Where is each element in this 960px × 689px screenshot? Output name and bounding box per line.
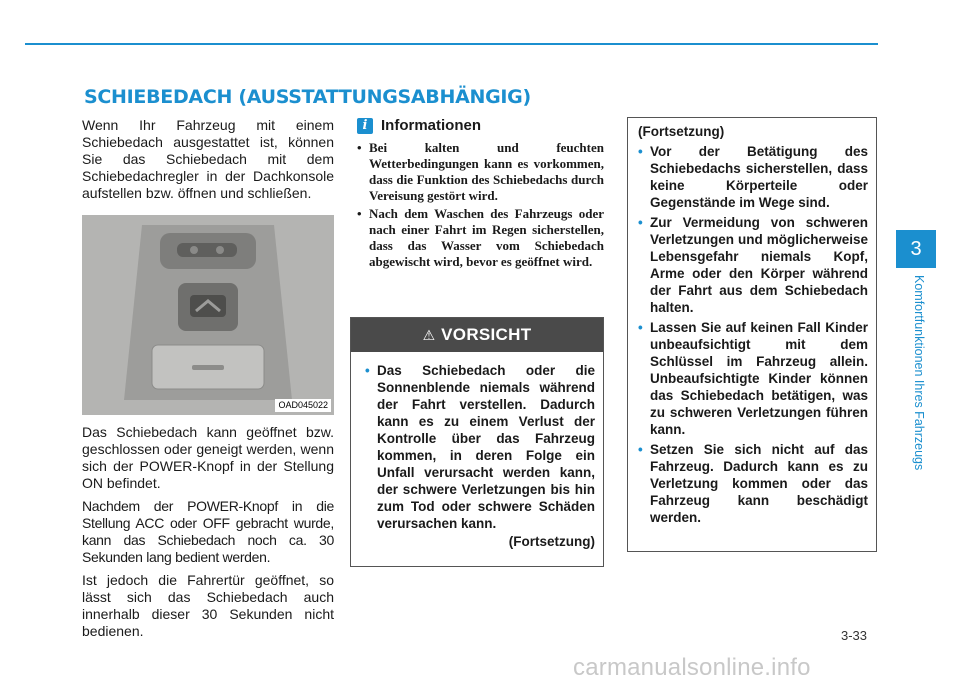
paragraph-driver-door: Ist jedoch die Fahrertür geöffnet, so lässt sich das Schiebedach auch innerhalb dieser 30 Sekunden nicht bedienen. xyxy=(82,572,334,639)
section-title: SCHIEBEDACH (AUSSTATTUNGSABHÄNGIG) xyxy=(84,86,531,108)
info-heading xyxy=(357,117,481,134)
photo-code: OAD045022 xyxy=(275,399,331,412)
chapter-name-label: Komfortfunktionen Ihres Fahrzeugs xyxy=(912,275,926,471)
info-item-frost: • Bei kalten und feuchten Wetterbedingungen kann es vorkommen, dass die Funktion des Schiebedachs durch Vereisung gestört wird. xyxy=(357,140,604,204)
intro-text xyxy=(82,117,334,202)
watermark: carmanualsonline.info xyxy=(573,654,811,681)
overhead-console-illustration xyxy=(82,215,334,415)
caution-box xyxy=(350,317,604,567)
intro-paragraph: Wenn Ihr Fahrzeug mit einem Schiebedach ausgestattet ist, können Sie das Schiebedach mit dem Schiebedachregler in der Dachkonsole aufstellen bzw. öffnen und schließen. xyxy=(82,117,334,201)
caution-continued: (Fortsetzung) xyxy=(508,534,595,549)
page-number: 3-33 xyxy=(841,628,868,643)
continuation-item-obstacles: • Vor der Betätigung des Schiebedachs sicherstellen, dass keine Körperteile oder Gegenstände im Wege sind. xyxy=(638,143,868,211)
continuation-item-sitting: • Setzen Sie sich nicht auf das Fahrzeug. Dadurch kann es zu Verletzung kommen oder das Fahrzeug kann beschädigt werden. xyxy=(638,441,868,526)
continuation-list xyxy=(638,143,868,526)
continuation-heading: (Fortsetzung) xyxy=(638,124,725,139)
caution-list xyxy=(351,352,603,532)
chapter-name xyxy=(906,275,926,495)
sunroof-control-photo xyxy=(82,215,334,415)
chapter-number-tab: 3 xyxy=(896,230,936,268)
caution-header xyxy=(351,318,603,352)
info-title: Informationen xyxy=(381,117,481,134)
caution-item: • Das Schiebedach oder die Sonnenblende niemals während der Fahrt verstellen. Dadurch kann es zu einem Verlust der Kontrolle über das Fahrzeug kommen, in deren Folge ein Unfall verursacht werden kann, der schwere Verletzungen bis hin zum Tod oder schwere Schäden verursachen kann. xyxy=(365,362,595,532)
warning-triangle-icon: ⚠ xyxy=(422,326,436,343)
paragraph-acc-off: Nachdem der POWER-Knopf in die Stellung ACC oder OFF gebracht wurde, kann das Schiebedach noch ca. 30 Sekunden lang bedient werden. xyxy=(82,498,334,565)
paragraph-power-on: Das Schiebedach kann geöffnet bzw. geschlossen oder geneigt werden, wenn sich der POWER-Knopf in der Stellung ON befindet. xyxy=(82,424,334,491)
continuation-box xyxy=(627,117,877,552)
info-item-washing: • Nach dem Waschen des Fahrzeugs oder nach einer Fahrt im Regen sicherstellen, dass das Wasser vom Schiebedach abgewischt wird, bevor es geöffnet wird. xyxy=(357,206,604,270)
info-icon: i xyxy=(357,118,373,134)
info-list xyxy=(357,140,604,272)
caution-title: VORSICHT xyxy=(441,325,532,344)
top-rule xyxy=(25,43,878,45)
continuation-item-body-parts: • Zur Vermeidung von schweren Verletzungen und möglicherweise Lebensgefahr niemals Kopf, Arme oder den Körper während der Fahrt aus dem Schiebedach halten. xyxy=(638,214,868,316)
continuation-item-children: • Lassen Sie auf keinen Fall Kinder unbeaufsichtigt mit dem Schlüssel im Fahrzeug allein. Unbeaufsichtigte Kinder können das Schiebedach betätigen, was zu schweren Verletzungen führen kann. xyxy=(638,319,868,438)
operation-text xyxy=(82,424,334,640)
